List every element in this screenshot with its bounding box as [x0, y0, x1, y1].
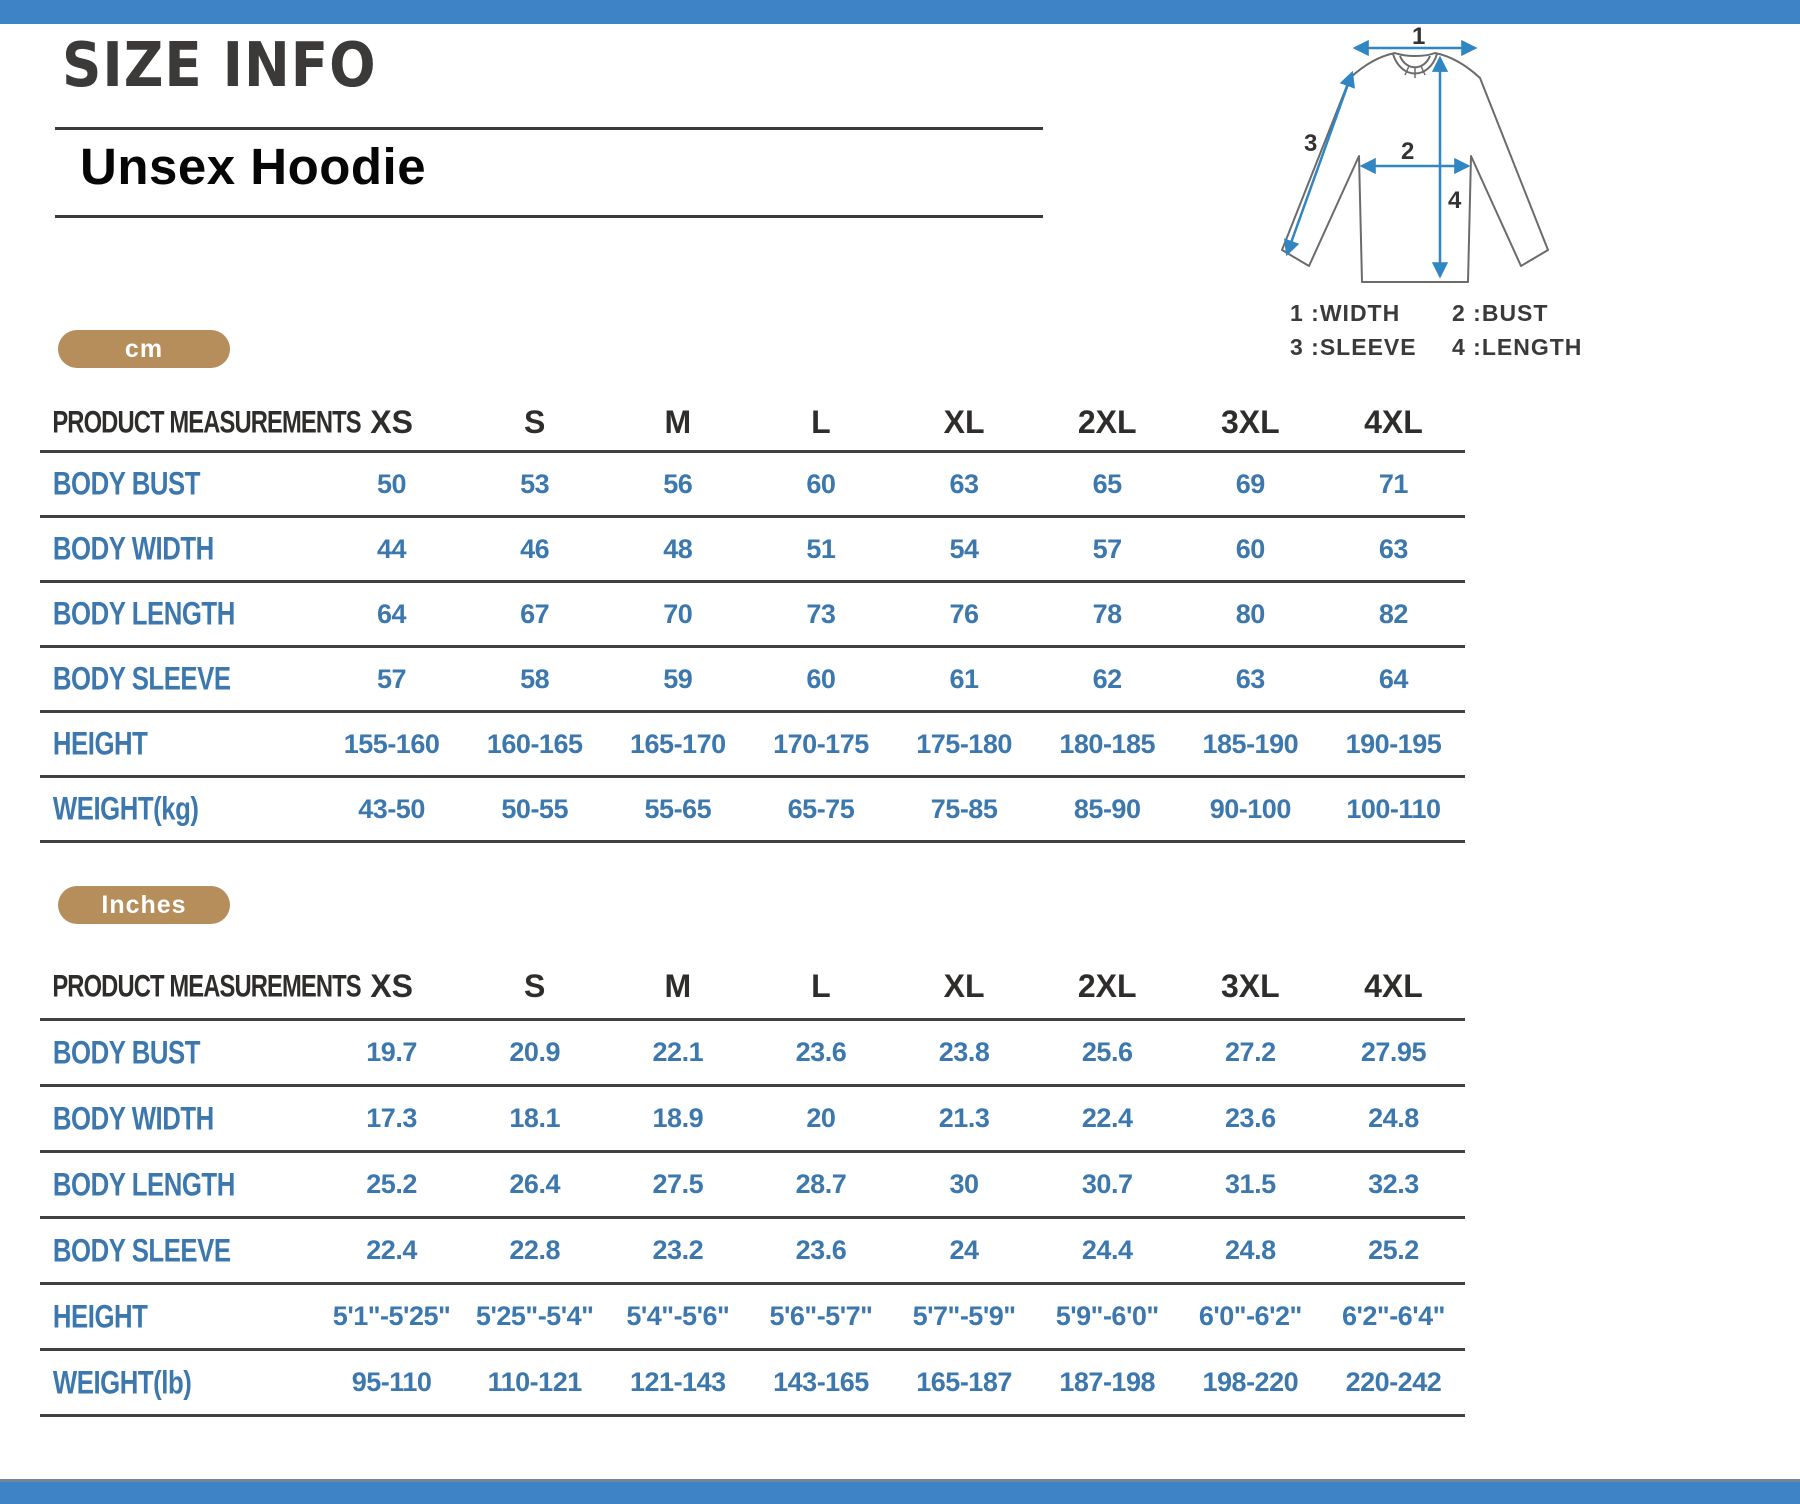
- size-value-cell: 5'1"-5'25": [332, 1301, 451, 1331]
- size-value-cell: 5'25"-5'4": [475, 1301, 594, 1331]
- size-value-cell: 5'9"-6'0": [1055, 1301, 1159, 1331]
- size-column-header: L: [811, 404, 831, 440]
- size-column-header: XS: [370, 404, 413, 440]
- table-row: [40, 778, 1465, 843]
- row-label: HEIGHT: [52, 725, 148, 762]
- size-value-cell: 63: [1235, 663, 1265, 694]
- size-table-cm: [40, 395, 1465, 843]
- size-value-cell: 95-110: [351, 1367, 432, 1397]
- size-column-header: 4XL: [1364, 968, 1423, 1004]
- size-value-cell: 61: [949, 663, 979, 694]
- table-row: [40, 518, 1465, 583]
- bottom-accent-bar: [0, 1479, 1800, 1504]
- size-value-cell: 50: [377, 468, 407, 499]
- size-value-cell: 70: [663, 598, 693, 629]
- arrow-label-3: 3: [1304, 130, 1318, 157]
- legend-width: 1 :WIDTH: [1290, 300, 1401, 326]
- size-value-cell: 6'0"-6'2": [1198, 1301, 1302, 1331]
- size-value-cell: 30: [949, 1169, 979, 1199]
- page-title: SIZE INFO: [62, 30, 377, 102]
- row-label: BODY BUST: [52, 465, 200, 502]
- size-column-header: L: [811, 968, 831, 1004]
- size-value-cell: 60: [806, 663, 836, 694]
- size-value-cell: 31.5: [1225, 1169, 1276, 1199]
- size-value-cell: 185-190: [1202, 728, 1299, 759]
- size-value-cell: 85-90: [1073, 793, 1141, 824]
- size-value-cell: 20.9: [509, 1037, 560, 1067]
- table-row: [40, 1285, 1465, 1351]
- size-value-cell: 175-180: [916, 728, 1012, 759]
- shirt-outline: [1282, 53, 1548, 282]
- row-label: BODY SLEEVE: [52, 660, 231, 697]
- size-value-cell: 23.6: [795, 1037, 847, 1067]
- legend-length: 4 :LENGTH: [1452, 334, 1583, 360]
- size-value-cell: 69: [1235, 468, 1265, 499]
- size-value-cell: 27.2: [1225, 1037, 1276, 1067]
- legend-sleeve: 3 :SLEEVE: [1290, 334, 1417, 360]
- size-value-cell: 63: [1378, 533, 1408, 564]
- size-value-cell: 55-65: [644, 793, 712, 824]
- size-value-cell: 23.2: [652, 1235, 704, 1265]
- size-value-cell: 71: [1378, 468, 1408, 499]
- size-value-cell: 64: [1378, 663, 1408, 694]
- size-value-cell: 82: [1378, 598, 1408, 629]
- table-row: [40, 713, 1465, 778]
- diagram-legend: [1290, 300, 1582, 361]
- size-value-cell: 6'2"-6'4": [1341, 1301, 1445, 1331]
- size-value-cell: 220-242: [1345, 1367, 1442, 1397]
- size-value-cell: 65-75: [787, 793, 855, 824]
- size-value-cell: 58: [520, 663, 550, 694]
- row-label: HEIGHT: [52, 1298, 148, 1334]
- size-column-header: S: [524, 404, 546, 440]
- unit-badge-inches: Inches: [58, 886, 230, 924]
- table-header-row: [40, 955, 1465, 1021]
- unit-badge-cm: cm: [58, 330, 230, 368]
- size-value-cell: 32.3: [1368, 1169, 1419, 1199]
- size-value-cell: 160-165: [486, 728, 583, 759]
- size-value-cell: 28.7: [795, 1169, 847, 1199]
- size-value-cell: 56: [663, 468, 693, 499]
- size-value-cell: 24.4: [1081, 1235, 1133, 1265]
- size-column-header: M: [664, 404, 692, 440]
- row-label: WEIGHT(lb): [52, 1364, 192, 1400]
- size-value-cell: 60: [1235, 533, 1265, 564]
- size-value-cell: 5'4"-5'6": [626, 1301, 730, 1331]
- size-value-cell: 50-55: [501, 793, 568, 824]
- table-header-row: [40, 395, 1465, 453]
- size-value-cell: 20: [806, 1103, 836, 1133]
- size-value-cell: 22.8: [509, 1235, 560, 1265]
- size-value-cell: 22.1: [652, 1037, 704, 1067]
- size-value-cell: 60: [806, 468, 836, 499]
- size-value-cell: 190-195: [1345, 728, 1442, 759]
- size-value-cell: 59: [663, 663, 693, 694]
- size-value-cell: 73: [806, 598, 836, 629]
- size-column-header: 4XL: [1364, 404, 1423, 440]
- size-value-cell: 23.6: [1225, 1103, 1276, 1133]
- title-divider-bottom: [55, 215, 1043, 218]
- size-value-cell: 5'7"-5'9": [912, 1301, 1016, 1331]
- row-label: BODY LENGTH: [52, 595, 235, 632]
- size-value-cell: 187-198: [1059, 1367, 1155, 1397]
- top-accent-bar: [0, 0, 1800, 24]
- size-column-header: XS: [370, 968, 413, 1004]
- size-column-header: 2XL: [1077, 404, 1137, 440]
- size-value-cell: 21.3: [938, 1103, 990, 1133]
- legend-bust: 2 :BUST: [1452, 300, 1549, 326]
- size-value-cell: 75-85: [930, 793, 998, 824]
- row-label: BODY LENGTH: [52, 1166, 235, 1202]
- size-value-cell: 17.3: [366, 1103, 417, 1133]
- table-row: [40, 583, 1465, 648]
- size-value-cell: 23.6: [795, 1235, 847, 1265]
- size-value-cell: 18.1: [509, 1103, 560, 1133]
- row-label: BODY WIDTH: [52, 530, 214, 567]
- arrow-label-1: 1: [1412, 26, 1426, 50]
- size-value-cell: 155-160: [343, 728, 440, 759]
- table-row: [40, 648, 1465, 713]
- size-column-header: 3XL: [1220, 404, 1280, 440]
- measurements-header-label: PRODUCT MEASUREMENTS: [52, 404, 361, 440]
- table-row: [40, 1219, 1465, 1285]
- size-value-cell: 43-50: [358, 793, 425, 824]
- size-column-header: S: [524, 968, 546, 1004]
- size-value-cell: 110-121: [487, 1367, 582, 1397]
- size-value-cell: 165-187: [916, 1367, 1012, 1397]
- table-row: [40, 1021, 1465, 1087]
- size-column-header: XL: [943, 968, 985, 1004]
- size-value-cell: 48: [663, 533, 693, 564]
- row-label: WEIGHT(kg): [52, 790, 199, 827]
- size-value-cell: 54: [949, 533, 979, 564]
- size-table-inches: [40, 955, 1465, 1417]
- size-value-cell: 51: [806, 533, 836, 564]
- row-label: BODY SLEEVE: [52, 1232, 231, 1268]
- size-value-cell: 170-175: [773, 728, 869, 759]
- table-row: [40, 1351, 1465, 1417]
- arrow-label-4: 4: [1448, 187, 1462, 214]
- size-value-cell: 30.7: [1081, 1169, 1133, 1199]
- size-value-cell: 100-110: [1346, 793, 1441, 824]
- row-label: BODY WIDTH: [52, 1100, 214, 1136]
- table-row: [40, 1087, 1465, 1153]
- size-value-cell: 53: [520, 468, 550, 499]
- hoodie-measurement-diagram: [1255, 26, 1575, 296]
- size-value-cell: 5'6"-5'7": [769, 1301, 873, 1331]
- size-value-cell: 78: [1092, 598, 1122, 629]
- row-label: BODY BUST: [52, 1034, 200, 1070]
- measurements-header-label: PRODUCT MEASUREMENTS: [52, 968, 361, 1004]
- size-value-cell: 22.4: [366, 1235, 417, 1265]
- size-value-cell: 25.2: [366, 1169, 417, 1199]
- size-value-cell: 27.95: [1360, 1037, 1426, 1067]
- size-value-cell: 57: [377, 663, 407, 694]
- size-value-cell: 24: [949, 1235, 979, 1265]
- size-value-cell: 64: [377, 598, 407, 629]
- size-value-cell: 24.8: [1368, 1103, 1419, 1133]
- size-value-cell: 19.7: [366, 1037, 417, 1067]
- table-row: [40, 453, 1465, 518]
- size-column-header: 3XL: [1220, 968, 1280, 1004]
- size-column-header: XL: [943, 404, 985, 440]
- size-value-cell: 22.4: [1081, 1103, 1133, 1133]
- size-value-cell: 198-220: [1202, 1367, 1299, 1397]
- table-row: [40, 1153, 1465, 1219]
- size-value-cell: 46: [520, 533, 550, 564]
- size-value-cell: 44: [377, 533, 407, 564]
- size-value-cell: 65: [1092, 468, 1122, 499]
- size-value-cell: 62: [1092, 663, 1122, 694]
- size-value-cell: 27.5: [652, 1169, 704, 1199]
- arrow-label-2: 2: [1401, 138, 1415, 165]
- size-column-header: 2XL: [1077, 968, 1137, 1004]
- title-divider-top: [55, 127, 1043, 130]
- size-value-cell: 121-143: [630, 1367, 726, 1397]
- size-value-cell: 23.8: [938, 1037, 990, 1067]
- size-value-cell: 63: [949, 468, 979, 499]
- size-value-cell: 25.6: [1081, 1037, 1133, 1067]
- size-value-cell: 24.8: [1225, 1235, 1276, 1265]
- size-value-cell: 80: [1235, 598, 1265, 629]
- size-value-cell: 165-170: [630, 728, 726, 759]
- size-value-cell: 25.2: [1368, 1235, 1419, 1265]
- size-value-cell: 67: [520, 598, 550, 629]
- size-value-cell: 180-185: [1059, 728, 1155, 759]
- product-name: Unsex Hoodie: [80, 138, 427, 195]
- size-value-cell: 76: [949, 598, 979, 629]
- size-column-header: M: [664, 968, 692, 1004]
- size-value-cell: 57: [1092, 533, 1122, 564]
- size-value-cell: 143-165: [773, 1367, 869, 1397]
- size-value-cell: 18.9: [652, 1103, 704, 1133]
- size-value-cell: 90-100: [1209, 793, 1291, 824]
- size-value-cell: 26.4: [509, 1169, 560, 1199]
